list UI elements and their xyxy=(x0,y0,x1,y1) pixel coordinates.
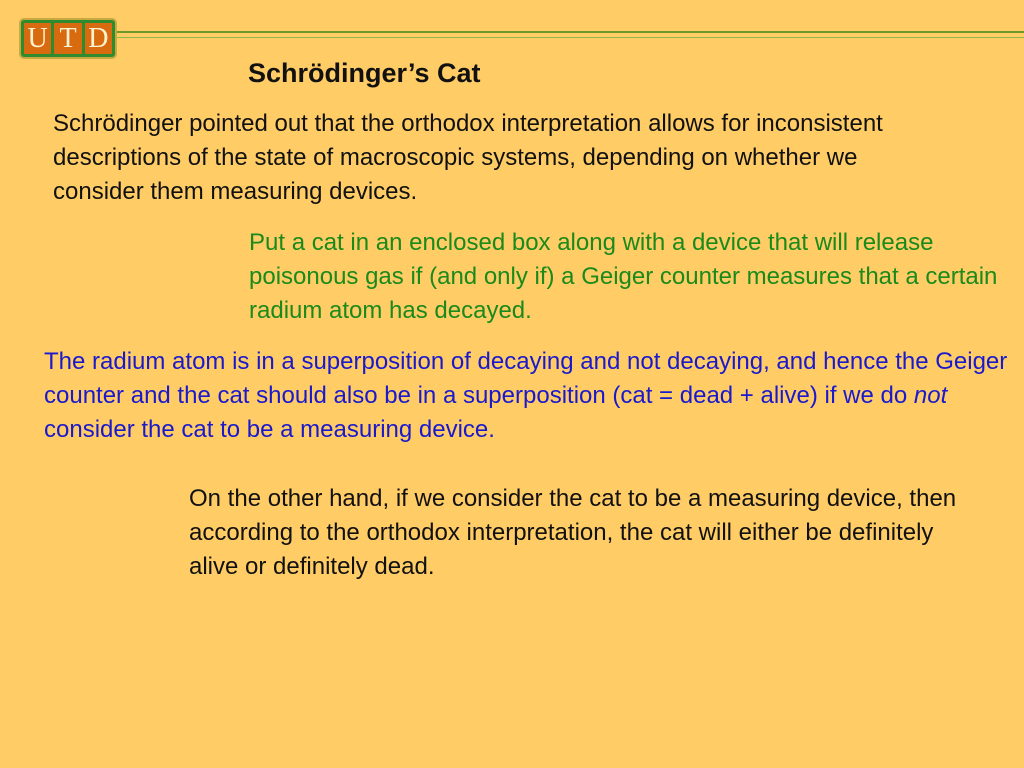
paragraph-intro: Schrödinger pointed out that the orthodox interpretation allows for inconsistent descriptions of the state of macroscopic systems, depending on whether we consider them measuring devices. xyxy=(53,110,883,205)
paragraph-setup: Put a cat in an enclosed box along with a device that will release poisonous gas if (and only if) a Geiger counter measures that a certain radium atom has decayed. xyxy=(249,229,998,324)
paragraph-superposition-after: consider the cat to be a measuring device. xyxy=(44,416,495,443)
logo-letter-u: U xyxy=(24,23,51,54)
emphasis-not: not xyxy=(913,382,948,409)
header-rule-thin xyxy=(117,37,1024,38)
header-rule xyxy=(117,31,1024,33)
logo-letter-t: T xyxy=(54,23,81,54)
paragraph-other-hand: On the other hand, if we consider the cat to be a measuring device, then according to the orthodox interpretation, the cat will either be definitely alive or definitely dead. xyxy=(189,485,957,580)
paragraph-superposition-before: The radium atom is in a superposition of decaying and not decaying, and hence the Geiger counter and the cat should also be in a superposition (cat = dead + alive) if we do xyxy=(44,348,1008,409)
utd-logo xyxy=(19,18,117,59)
slide-title: Schrödinger’s Cat xyxy=(248,58,481,88)
paragraph-superposition xyxy=(44,345,1014,447)
logo-letter-d: D xyxy=(85,23,112,54)
